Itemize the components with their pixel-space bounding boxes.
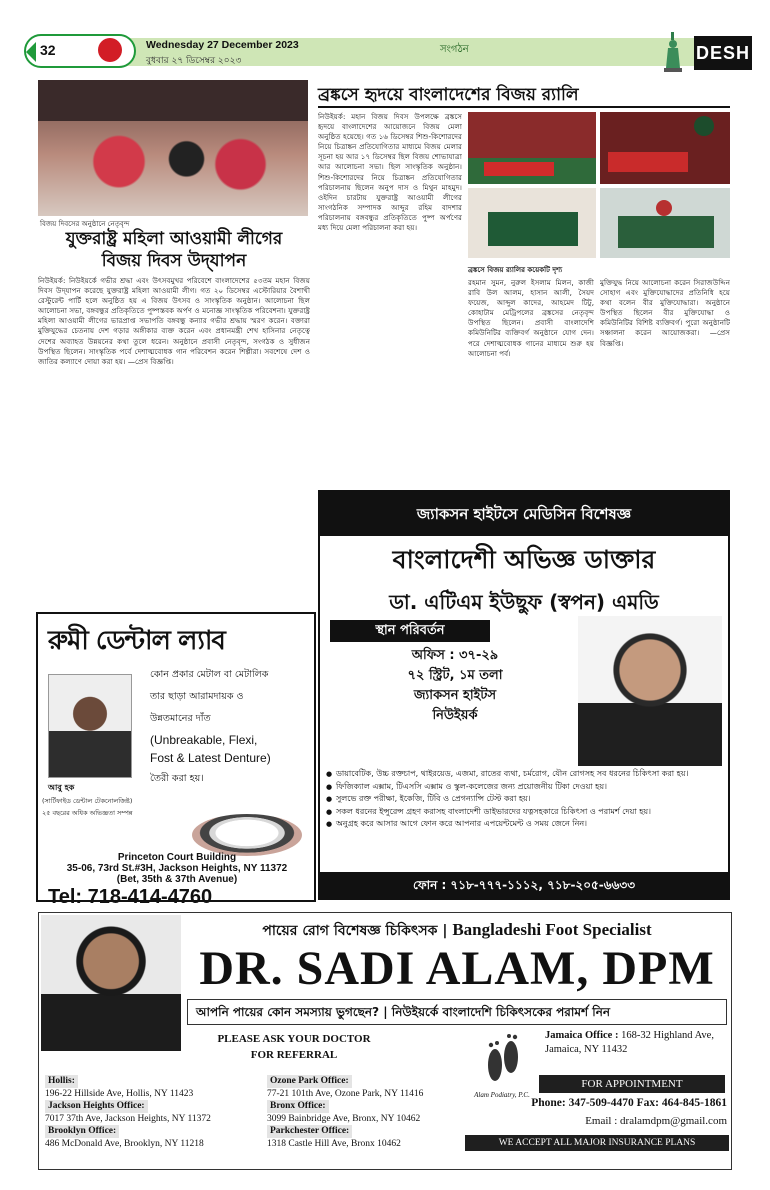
service-item: ● সকল ধরনের ইন্সুরেন্স গ্রহণ করাসহ বাংলাদেশী ডাইভারদের যত্নসহকারে চিকিৎসা ও পরামর্শ দেয়া হয়। <box>326 806 722 819</box>
page-number: 32 <box>40 42 56 58</box>
specialty-bangla: পায়ের রোগ বিশেষজ্ঞ চিকিৎসক <box>262 923 438 939</box>
advice-text: নিউইয়র্কে বাংলাদেশি চিকিৎসকের পরামর্শ নিন <box>391 1005 611 1019</box>
address-line-4: নিউইয়র্ক <box>432 708 478 723</box>
service-item: ● অনুগ্রহ করে আসার আগে ফোন করে আপনার এপয়েন্টমেন্ট ও সময় জেনে নিন। <box>326 818 722 831</box>
services-list <box>326 768 722 831</box>
ad-english-2: Fost & Latest Denture) <box>150 751 271 765</box>
ad-top-banner: জ্যাকসন হাইটসে মেডিসিন বিশেষজ্ঞ <box>320 492 728 536</box>
technologist-name: আবু হক <box>48 783 75 792</box>
headline-rule <box>318 106 730 108</box>
office-list <box>43 1071 543 1167</box>
service-item: ● ফিজিক্যাল এক্সাম, টিএসসি এক্সাম ও স্কুল-কলেজের জন্য প্রয়োজনীয় টিকা দেওয়া হয়। <box>326 781 722 794</box>
article-body-col1: নিউইয়র্ক: মহান বিজয় দিবস উপলক্ষে ব্রঙ্কসে হৃদয়ে বাংলাদেশের আয়োজনে বিজয় মেলা অনুষ্ঠিত হয়েছে। গত ১৬ ডিসেম্বর শিশু-কিশোরদের নিয়ে চিত্রাঙ্কন প্রতিযোগিতার মাধ্যমে বিজয় মেলার সূচনা হয় আর ১৭ ডিসেম্বর ছিল বিজয় শোভাযাত্রা আর আলোচনা সভা। ছিল সাংস্কৃতিক অনুষ্ঠান। শিশু-কিশোরদের নিয়ে চিত্রাঙ্কন প্রতিযোগিতার পরিচালনায় ছিলেন অনুপ দাস ও মিথুন মাহমুদ। ওইদিন চারটায় যুক্তরাষ্ট্র আওয়ামী লীগের সাংগঠনিক সম্পাদক আব্দুর রহিম বাদশার পরিচালনায় বঙ্গবন্ধুর প্রতিকৃতিতে পুষ্প অর্পণের মধ্য দিয়ে মেলা পরিচালনা করা হয়। <box>318 112 462 233</box>
question-text: আপনি পায়ের কোন সমস্যায় ভুগছেন? <box>196 1005 380 1019</box>
doctor-name: DR. SADI ALAM, DPM <box>199 942 715 995</box>
office-address: 196-22 Hillside Ave, Hollis, NY 11423 <box>45 1088 194 1099</box>
rumi-dental-lab-ad <box>36 612 316 908</box>
office-address: 7017 37th Ave, Jackson Heights, NY 11372 <box>45 1113 211 1124</box>
ad-line-2: তার ছাড়া আরামদায়ক ও <box>150 691 244 702</box>
office-address: 3099 Bainbridge Ave, Bronx, NY 10462 <box>267 1113 421 1124</box>
smile-teeth-image <box>192 814 302 856</box>
insurance-bar: WE ACCEPT ALL MAJOR INSURANCE PLANS <box>465 1135 729 1151</box>
article-headline: ব্রঙ্কসে হৃদয়ে বাংলাদেশের বিজয় র‌্যালি <box>318 85 579 105</box>
jamaica-address-2: Jamaica, NY 11432 <box>545 1044 628 1055</box>
doctor-photo <box>578 616 722 766</box>
jackson-heights-doctor-ad <box>318 490 730 900</box>
date-bangla: বুধবার ২৭ ডিসেম্বর ২০২৩ <box>146 56 242 66</box>
address-line-1: অফিস : ৩৭-২৯ <box>411 648 499 663</box>
ad-phone-bar: ফোন : ৭১৮-৭৭৭-১১১২, ৭১৮-২০৫-৬৬৩৩ <box>320 872 728 898</box>
office-title: Bronx Office: <box>267 1100 329 1113</box>
office-address: 77-21 101th Ave, Ozone Park, NY 11416 <box>267 1088 424 1099</box>
divider: | <box>383 1005 392 1019</box>
article-photo-event <box>38 80 308 216</box>
office-column-1 <box>45 1075 265 1150</box>
doctor-photo <box>41 915 181 1051</box>
service-item: ● সুলভে রক্ত পরীক্ষা, ইকেজি, টিবি ও প্রেগন্যান্সি টেস্ট করা হয়। <box>326 793 722 806</box>
phone-fax: Phone: 347-509-4470 Fax: 464-845-1861 <box>531 1097 727 1109</box>
technologist-photo <box>48 674 132 778</box>
ad-address <box>44 852 310 885</box>
doctor-name: ডা. এটিএম ইউছুফ (স্বপন) এমডি <box>389 590 659 614</box>
question-bar <box>187 999 727 1025</box>
address-building: Princeton Court Building <box>117 852 237 863</box>
article-body-col3: মুক্তিযুদ্ধ নিয়ে আলোচনা করেন সিরাজউদ্দিন সোহাগ এবং মুক্তিযোদ্ধাদের প্রতিনিধি হয়ে কথা বলেন বীর মুক্তিযোদ্ধারা। অনুষ্ঠানে উপস্থিত ছিলেন বীর মুক্তিযোদ্ধা ও কমিউনিটির বিশিষ্ট ব্যক্তিবর্গ। পুরো অনুষ্ঠানটি সঞ্চালনা করেন আয়োজকরা। —প্রেস বিজ্ঞপ্তি। <box>600 278 730 348</box>
office-title: Parkchester Office: <box>267 1125 352 1138</box>
specialty-line <box>187 919 727 943</box>
address-street: 35-06, 73rd St.#3H, Jackson Heights, NY 11372 <box>66 863 288 874</box>
newspaper-logo: DESH <box>694 36 752 70</box>
arrow-left-icon <box>26 42 36 62</box>
address-line-3: জ্যাকসন হাইটস <box>413 688 497 703</box>
article-body: নিউইয়র্ক: নিউইয়র্কে গভীর শ্রদ্ধা এবং উৎসবমুখর পরিবেশে বাংলাদেশের ৫৩তম মহান বিজয় দিবস উদ্‌যাপন করেছে যুক্তরাষ্ট্র মহিলা আওয়ামী লীগ। গত ২০ ডিসেম্বর এস্টোরিয়ার বৈশাখী রেস্টুরেন্ট পার্টি হলে অনুষ্ঠিত হয় এ বিজয় উৎসব ও সাংস্কৃতিক অনুষ্ঠান। আলোচনা ছিল আলোচনা সভা, বঙ্গবন্ধুর প্রতিকৃতিতে পুষ্পস্তবক অর্পণ ও মনোজ্ঞ সাংস্কৃতিক পরিবেশনা। যুক্তরাষ্ট্র মহিলা আওয়ামী লীগের ভারপ্রাপ্ত সভাপতি বঙ্গবন্ধু কন্যার গভীর শ্রদ্ধায় স্মরণ করেন। বক্তারা মুক্তিযুদ্ধের চেতনায় দেশ গড়ার অঙ্গীকার ব্যক্ত করেন এবং প্রধানমন্ত্রী শেখ হাসিনার নেতৃত্বে দেশের অব্যাহত উন্নয়নের কথা তুলে ধরেন। অনুষ্ঠানে প্রবাসী নেতৃবৃন্দ, সংগঠক ও সুধীজন উপস্থিত ছিলেন। সাংস্কৃতিক পর্বে দেশাত্মবোধক গান পরিবেশন করেন শিল্পীরা। সবশেষে দেশ ও জাতির কল্যাণে দোয়া করা হয়। —প্রেস বিজ্ঞপ্তি। <box>38 276 310 366</box>
page-header <box>0 28 770 78</box>
ad-english-1: (Unbreakable, Flexi, <box>150 733 258 747</box>
referral-note <box>189 1031 399 1063</box>
office-title: Hollis: <box>45 1075 78 1088</box>
ad-line-4: তৈরী করা হয়। <box>150 773 204 784</box>
email: Email : dralamdpm@gmail.com <box>585 1115 727 1127</box>
appointment-label: FOR APPOINTMENT <box>539 1075 725 1093</box>
foot-specialist-ad <box>38 912 732 1170</box>
address-line-2: ৭২ স্ট্রিট, ১ম তলা <box>407 668 503 683</box>
specialty-english: Bangladeshi Foot Specialist <box>452 920 652 939</box>
statue-of-liberty-icon <box>662 32 684 72</box>
jamaica-office <box>545 1029 714 1057</box>
office-address: 486 McDonald Ave, Brooklyn, NY 11218 <box>45 1138 204 1149</box>
relocation-tag: স্থান পরিবর্তন <box>330 620 490 642</box>
collage-caption: ব্রঙ্কসে বিজয় র‌্যালির কয়েকটি দৃশ্য <box>468 266 563 274</box>
address-between: (Bet, 35th & 37th Avenue) <box>116 874 238 885</box>
office-address: 1318 Castle Hill Ave, Bronx 10462 <box>267 1138 401 1149</box>
red-dot-icon <box>98 38 122 62</box>
article-body-col2: রহমান সুমন, নুরুল ইসলাম মিলন, কাজী রাবি উল আলম, হাসান আলী, সৈয়দ ফয়েজ, আব্দুল কাদের, আহমেদ টিটু, কোহাটাম মেট্রিপলের ব্রঙ্কসের নেতৃবৃন্দ উপস্থিত ছিলেন। প্রবাসী বাংলাদেশি কমিউনিটির ব্যক্তিবর্গ অনুষ্ঠানে যোগ দেন। পরে দেশাত্মবোধক গানের মাধ্যমে শুরু হয় আলোচনা পর্ব। <box>468 278 594 358</box>
technologist-title: (সার্টিফাইড ডেন্টাল টেকনোলজিষ্ট) <box>42 797 133 805</box>
ad-line-3: উন্নতমানের দাঁত <box>150 713 211 724</box>
ad-title: রুমী ডেন্টাল ল্যাব <box>48 626 225 656</box>
technologist-experience: ২৫ বছরের অধিক অভিজ্ঞতা সম্পন্ন <box>42 809 133 817</box>
service-item: ● ডায়াবেটিক, উচ্চ রক্তচাপ, থাইরয়েড, এজমা, রাতের ব্যথা, চর্মরোগ, যৌন রোগসহ সব ধরনের চিকিৎসা করা হয়। <box>326 768 722 781</box>
referral-line-1: PLEASE ASK YOUR DOCTOR <box>217 1033 371 1045</box>
ad-line-1: কোন প্রকার মেটাল বা মেটালিক <box>150 669 269 680</box>
office-title: Ozone Park Office: <box>267 1075 352 1088</box>
referral-line-2: FOR REFERRAL <box>250 1049 338 1061</box>
office-address <box>330 646 580 726</box>
clinic-logo-text: Alam Podiatry, P.C. <box>474 1091 530 1099</box>
office-title: Brooklyn Office: <box>45 1125 119 1138</box>
section-name: সংগঠন <box>440 44 469 55</box>
jamaica-label: Jamaica Office : <box>545 1030 619 1041</box>
date-english: Wednesday 27 December 2023 <box>146 39 299 51</box>
article-headline-line2: বিজয় দিবস উদ্‌যাপন <box>101 251 247 271</box>
jamaica-address-1: 168-32 Highland Ave, <box>621 1030 714 1041</box>
ad-telephone: Tel: 718-414-4760 <box>48 886 213 908</box>
article-headline-line1: যুক্তরাষ্ট্র মহিলা আওয়ামী লীগের <box>65 229 283 249</box>
divider: | <box>442 923 453 939</box>
office-column-2 <box>267 1075 497 1150</box>
photo-caption: বিজয় দিবসের অনুষ্ঠানে নেতৃবৃন্দ <box>40 220 130 228</box>
rally-photo-collage <box>468 112 730 258</box>
ad-main-heading: বাংলাদেশী অভিজ্ঞ ডাক্তার <box>392 545 656 574</box>
office-title: Jackson Heights Office: <box>45 1100 148 1113</box>
